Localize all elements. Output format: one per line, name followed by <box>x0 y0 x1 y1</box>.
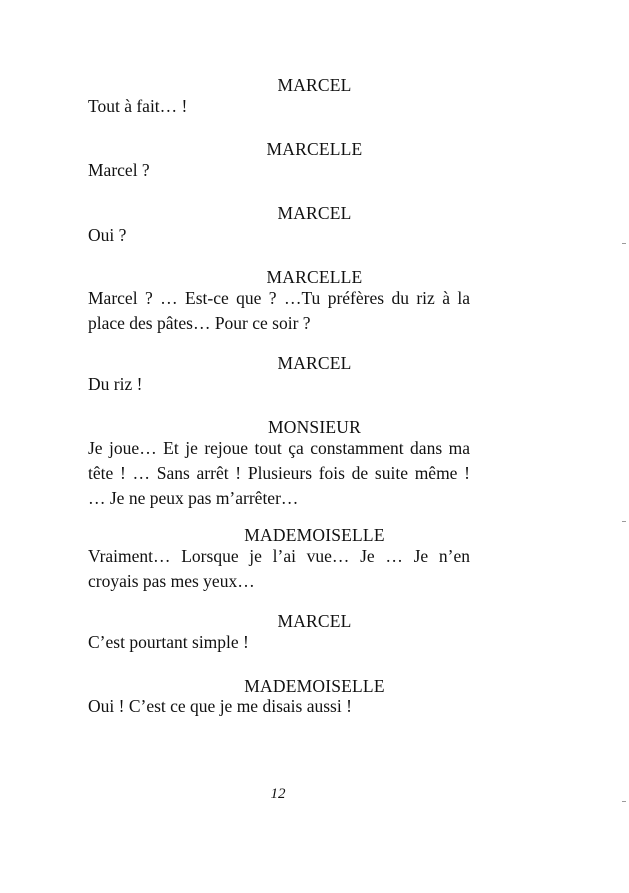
speaker-name: MADEMOISELLE <box>244 525 385 545</box>
speaker-name: MARCEL <box>277 75 352 95</box>
dialogue-line: Du riz ! <box>88 374 143 394</box>
scan-edge-mark <box>622 521 626 522</box>
dialogue-line: Marcel ? … Est-ce que ? …Tu préfères du riz à la <box>88 288 470 308</box>
dialogue-text <box>88 158 470 183</box>
speaker-name: MONSIEUR <box>268 417 361 437</box>
speaker-name: MARCELLE <box>266 267 363 287</box>
speaker-name: MARCEL <box>277 353 352 373</box>
dialogue-text <box>88 436 470 511</box>
dialogue-text <box>88 544 470 594</box>
dialogue-line: Oui ! C’est ce que je me disais aussi ! <box>88 696 352 716</box>
speaker-name: MARCEL <box>277 203 352 223</box>
speaker-name: MARCELLE <box>266 139 363 159</box>
dialogue-line: … Je ne peux pas m’arrêter… <box>88 488 299 508</box>
dialogue-text <box>88 94 470 119</box>
dialogue-text <box>88 630 470 655</box>
dialogue-text <box>88 694 470 719</box>
dialogue-line: Vraiment… Lorsque je l’ai vue… Je … Je n’en <box>88 546 470 566</box>
dialogue-line: Tout à fait… ! <box>88 96 188 116</box>
dialogue-line: Oui ? <box>88 225 127 245</box>
speaker-name: MARCEL <box>277 611 352 631</box>
dialogue-text <box>88 286 470 336</box>
speaker-name: MADEMOISELLE <box>244 676 385 696</box>
dialogue-line: place des pâtes… Pour ce soir ? <box>88 313 311 333</box>
dialogue-line: Je joue… Et je rejoue tout ça constamment dans ma <box>88 438 470 458</box>
dialogue-line: C’est pourtant simple ! <box>88 632 249 652</box>
dialogue-text <box>88 372 470 397</box>
dialogue-line: croyais pas mes yeux… <box>88 571 255 591</box>
scan-edge-mark <box>622 801 626 802</box>
page-number: 12 <box>270 786 286 802</box>
dialogue-text <box>88 223 470 248</box>
dialogue-line: tête ! … Sans arrêt ! Plusieurs fois de suite même ! <box>88 463 470 483</box>
dialogue-line: Marcel ? <box>88 160 150 180</box>
scan-edge-mark <box>622 243 626 244</box>
